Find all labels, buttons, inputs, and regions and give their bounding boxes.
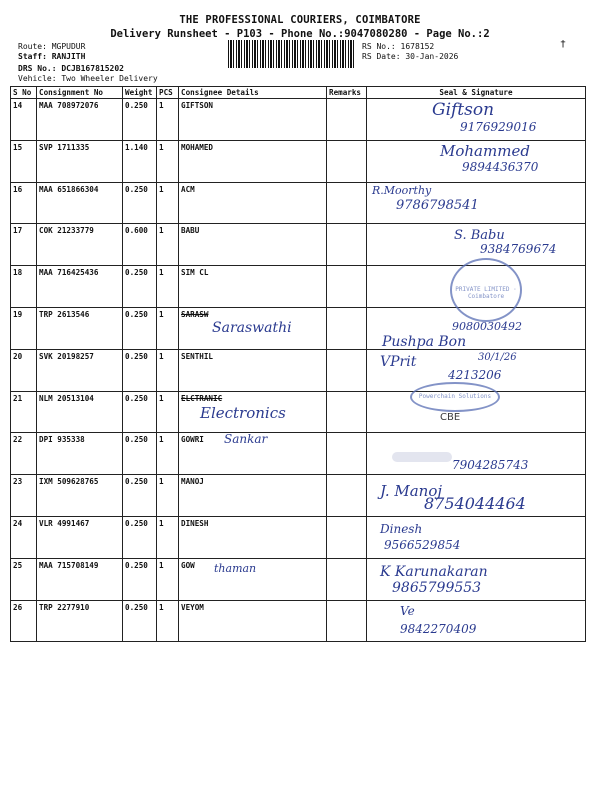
cell-consignee: [179, 600, 327, 642]
signature-row15: Mohammed: [440, 142, 530, 160]
col-weight: Weight: [123, 87, 157, 99]
cell-weight-text: 0.250: [125, 560, 148, 570]
phone-row15: 9894436370: [462, 160, 539, 174]
phone-row20: 4213206: [448, 368, 502, 382]
phone-row26: 9842270409: [400, 622, 477, 636]
cell-remarks: [327, 475, 367, 517]
cell-sno: [11, 475, 37, 517]
cell-consignee-text: SARASW: [181, 309, 209, 319]
col-consignee: Consignee Details: [179, 87, 327, 99]
cell-consignment-no-text: IXM 509628765: [39, 477, 99, 487]
cell-pcs: [157, 349, 179, 391]
cell-consignee-text: MOHAMED: [181, 142, 214, 152]
cell-weight-text: 1.140: [125, 142, 148, 152]
cell-consignment-no: [37, 516, 123, 558]
cell-consignment-no-text: SVK 20198257: [39, 351, 94, 361]
cell-consignment-no: [37, 558, 123, 600]
cell-sno-text: 18: [13, 268, 23, 278]
cell-pcs-text: 1: [159, 184, 164, 194]
runsheet-subtitle: Delivery Runsheet - P103 - Phone No.:9047080280 - Page No.:2: [110, 28, 490, 40]
cell-consignment-no-text: MAA 708972076: [39, 101, 99, 110]
cell-sno-text: 25: [13, 560, 23, 570]
cell-weight-text: 0.250: [125, 435, 148, 445]
cell-consignment-no-text: COK 21233779: [39, 226, 94, 236]
cell-pcs: [157, 99, 179, 141]
cell-consignment-no-text: DPI 935338: [39, 435, 85, 445]
cell-weight-text: 0.250: [125, 101, 148, 110]
signature-scribble-row22: [392, 452, 452, 462]
cell-pcs: [157, 182, 179, 224]
cell-consignment-no-text: TRP 2613546: [39, 309, 90, 319]
cell-weight-text: 0.250: [125, 351, 148, 361]
signature-row24: Dinesh: [380, 522, 423, 536]
cell-weight: [123, 140, 157, 182]
table-row: [11, 558, 586, 600]
cell-consignee: [179, 99, 327, 141]
company-title: THE PROFESSIONAL COURIERS, COIMBATORE: [179, 14, 421, 26]
cell-sno: [11, 391, 37, 433]
cell-consignee-text: DINESH: [181, 518, 209, 528]
cell-sno: [11, 600, 37, 642]
cell-sno-text: 15: [13, 142, 23, 152]
cell-remarks: [327, 600, 367, 642]
cell-weight-text: 0.250: [125, 518, 148, 528]
cell-consignment-no: [37, 266, 123, 308]
cell-consignment-no: [37, 475, 123, 517]
cell-weight: [123, 182, 157, 224]
cell-consignment-no-text: SVP 1711335: [39, 142, 90, 152]
cell-weight-text: 0.600: [125, 226, 148, 236]
powerchain-stamp: [410, 382, 500, 412]
cell-sno-text: 20: [13, 351, 23, 361]
col-pcs: PCS: [157, 87, 179, 99]
cell-sno-text: 23: [13, 477, 23, 487]
cell-consignee-text: ELCTRANIC: [181, 393, 223, 403]
phone-row25: 9865799553: [392, 580, 482, 596]
cell-weight-text: 0.250: [125, 477, 148, 487]
cell-consignee-text: ACM: [181, 184, 195, 194]
cell-consignee-text: GOW: [181, 560, 195, 570]
cell-pcs: [157, 266, 179, 308]
cell-weight-text: 0.250: [125, 268, 148, 278]
cell-remarks: [327, 266, 367, 308]
cell-sno-text: 21: [13, 393, 23, 403]
cell-pcs-text: 1: [159, 518, 164, 528]
cell-sno-text: 24: [13, 518, 23, 528]
phone-row22: 7904285743: [452, 458, 529, 472]
signature-row16: R.Moorthy: [372, 184, 432, 197]
cell-weight: [123, 558, 157, 600]
cell-weight-text: 0.250: [125, 309, 148, 319]
cell-weight: [123, 349, 157, 391]
cell-sno: [11, 224, 37, 266]
cell-weight-text: 0.250: [125, 602, 148, 612]
cell-consignee-text: MANOJ: [181, 477, 204, 487]
cell-pcs: [157, 140, 179, 182]
cell-sno-text: 16: [13, 184, 23, 194]
cell-consignment-no: [37, 182, 123, 224]
cell-sno-text: 14: [13, 101, 23, 110]
company-seal-stamp: [450, 258, 522, 322]
cell-consignee: [179, 475, 327, 517]
cell-sno-text: 22: [13, 435, 23, 445]
cell-weight: [123, 266, 157, 308]
cell-pcs: [157, 433, 179, 475]
cell-consignee: [179, 516, 327, 558]
cell-pcs: [157, 475, 179, 517]
cell-consignee: [179, 349, 327, 391]
col-consignment: Consignment No: [37, 87, 123, 99]
phone-row17: 9384769674: [480, 242, 557, 256]
cell-pcs-text: 1: [159, 602, 164, 612]
cell-weight: [123, 475, 157, 517]
cell-pcs-text: 1: [159, 393, 164, 403]
date-row20: 30/1/26: [478, 352, 517, 363]
name-row22: Sankar: [224, 432, 268, 446]
cell-sno: [11, 349, 37, 391]
phone-row19: 9080030492: [452, 320, 522, 333]
corner-mark: †: [560, 39, 567, 50]
seal-text: PRIVATE LIMITED · Coimbatore: [455, 286, 517, 300]
cell-weight: [123, 99, 157, 141]
col-sno: S No: [11, 87, 37, 99]
cell-pcs: [157, 224, 179, 266]
cell-sno: [11, 99, 37, 141]
cell-remarks: [327, 224, 367, 266]
cell-consignment-no-text: TRP 2277910: [39, 602, 90, 612]
cell-remarks: [327, 391, 367, 433]
name-row21: Electronics: [200, 404, 286, 422]
cell-consignee-text: SIM CL: [181, 268, 209, 278]
cell-consignment-no: [37, 600, 123, 642]
cell-consignment-no: [37, 140, 123, 182]
cell-sno: [11, 266, 37, 308]
barcode-image: [228, 40, 356, 68]
table-header-row: [11, 87, 586, 99]
name-row25: thaman: [214, 562, 257, 575]
cell-remarks: [327, 433, 367, 475]
cell-consignment-no: [37, 391, 123, 433]
cell-consignment-no-text: MAA 716425436: [39, 268, 99, 278]
cell-pcs-text: 1: [159, 268, 164, 278]
cell-consignee: [179, 266, 327, 308]
phone-row23: 8754044464: [424, 494, 526, 513]
phone-row16: 9786798541: [396, 198, 479, 213]
cell-consignee-text: BABU: [181, 226, 200, 236]
cell-pcs-text: 1: [159, 477, 164, 487]
cell-consignee: [179, 182, 327, 224]
cell-pcs-text: 1: [159, 226, 164, 236]
table-row: [11, 182, 586, 224]
cell-consignment-no-text: VLR 4991467: [39, 518, 90, 528]
phone-row24: 9566529854: [384, 538, 461, 552]
cell-pcs: [157, 307, 179, 349]
cell-pcs: [157, 516, 179, 558]
staff-label: Staff: RANJITH: [18, 52, 86, 61]
rs-number: RS No.: 1678152: [362, 42, 435, 51]
cell-remarks: [327, 182, 367, 224]
cell-weight: [123, 224, 157, 266]
cell-consignee: [179, 140, 327, 182]
name-row19: Saraswathi: [212, 320, 292, 336]
cell-weight: [123, 433, 157, 475]
signature-row26: Ve: [400, 604, 415, 618]
cell-pcs: [157, 558, 179, 600]
rs-date: RS Date: 30-Jan-2026: [362, 52, 459, 61]
cell-consignment-no: [37, 307, 123, 349]
cell-sno-text: 17: [13, 226, 23, 236]
signature-row25: K Karunakaran: [380, 564, 488, 580]
cell-consignment-no: [37, 349, 123, 391]
cell-consignment-no-text: MAA 715708149: [39, 560, 99, 570]
cell-sno: [11, 516, 37, 558]
cell-sno: [11, 307, 37, 349]
phone-row14: 9176929016: [460, 120, 537, 134]
cell-consignee-text: SENTHIL: [181, 351, 214, 361]
cell-remarks: [327, 140, 367, 182]
table-row: [11, 600, 586, 642]
cell-weight: [123, 307, 157, 349]
cell-weight: [123, 516, 157, 558]
cell-consignee: [179, 224, 327, 266]
cell-sno: [11, 182, 37, 224]
cell-pcs-text: 1: [159, 101, 164, 110]
route-label: Route: MGPUDUR: [18, 42, 86, 51]
cell-consignment-no: [37, 433, 123, 475]
cell-consignee-text: GIFTSON: [181, 101, 214, 110]
signature-row14: Giftson: [432, 100, 495, 120]
cell-weight: [123, 391, 157, 433]
cell-remarks: [327, 349, 367, 391]
cell-pcs-text: 1: [159, 309, 164, 319]
cell-consignment-no-text: MAA 651866304: [39, 184, 99, 194]
cell-consignee-text: GOWRI: [181, 435, 204, 445]
cell-pcs-text: 1: [159, 560, 164, 570]
signature-row23: J. Manoj: [380, 482, 443, 500]
cell-weight: [123, 600, 157, 642]
col-remarks: Remarks: [327, 87, 367, 99]
cell-consignment-no-text: NLM 20513104: [39, 393, 94, 403]
stamp-row21: CBE: [440, 412, 461, 423]
vehicle-label: Vehicle: Two Wheeler Delivery: [18, 74, 158, 83]
cell-remarks: [327, 307, 367, 349]
cell-pcs: [157, 600, 179, 642]
cell-pcs: [157, 391, 179, 433]
cell-weight-text: 0.250: [125, 393, 148, 403]
cell-pcs-text: 1: [159, 351, 164, 361]
cell-sno-text: 26: [13, 602, 23, 612]
stamp-text: Powerchain Solutions: [418, 393, 492, 400]
drs-label: DRS No.: DCJB167815202: [18, 64, 124, 73]
cell-pcs-text: 1: [159, 435, 164, 445]
cell-consignment-no: [37, 224, 123, 266]
cell-sno-text: 19: [13, 309, 23, 319]
cell-remarks: [327, 99, 367, 141]
cell-remarks: [327, 558, 367, 600]
cell-consignee-text: VEYOM: [181, 602, 204, 612]
cell-remarks: [327, 516, 367, 558]
cell-sno: [11, 558, 37, 600]
signature-row19: Pushpa Bon: [382, 334, 467, 350]
col-signature: Seal & Signature: [367, 87, 586, 99]
table-row: [11, 516, 586, 558]
signature-row20: VPrit: [380, 354, 417, 370]
cell-consignment-no: [37, 99, 123, 141]
cell-weight-text: 0.250: [125, 184, 148, 194]
cell-sno: [11, 433, 37, 475]
signature-row17: S. Babu: [454, 228, 505, 243]
cell-sno: [11, 140, 37, 182]
cell-pcs-text: 1: [159, 142, 164, 152]
